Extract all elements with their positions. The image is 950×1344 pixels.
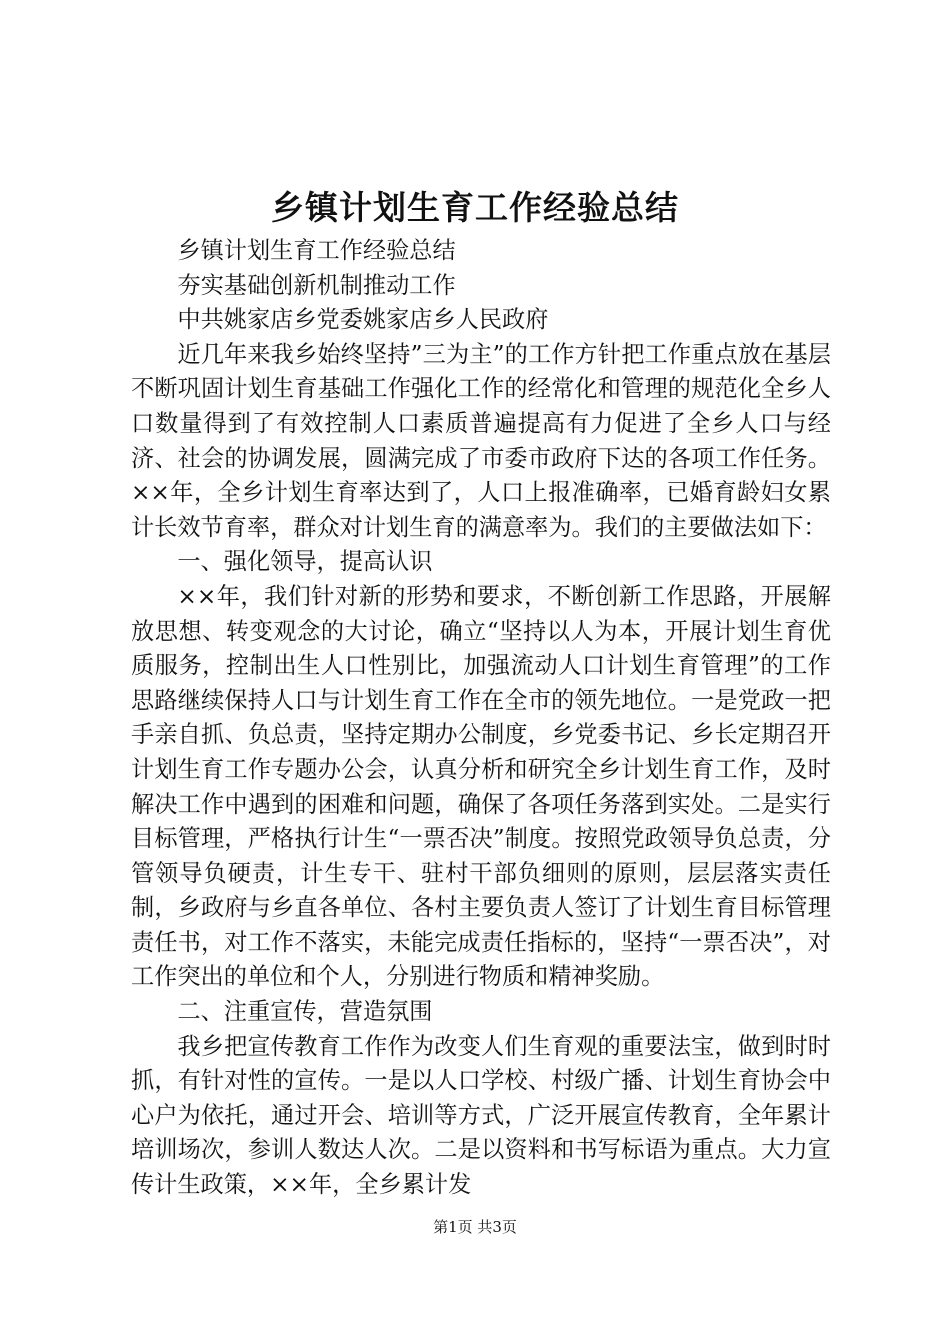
document-title: 乡镇计划生育工作经验总结 xyxy=(271,188,679,227)
paragraph-section-2: 我乡把宣传教育工作作为改变人们生育观的重要法宝，做到时时抓，有针对性的宣传。一是以人口学校、村级广播、计划生育协会中心户为依托，通过开会、培训等方式，广泛开展宣传教育，全年累计培训场次，参训人数达人次。二是以资料和书写标语为重点。大力宣传计生政策，××年，全乡累计发 xyxy=(131,1032,831,1199)
document-body xyxy=(131,234,831,1203)
paragraph-subtitle: 乡镇计划生育工作经验总结 xyxy=(177,237,456,264)
paragraph-intro: 近几年来我乡始终坚持”三为主”的工作方针把工作重点放在基层不断巩固计划生育基础工作强化工作的经常化和管理的规范化全乡人口数量得到了有效控制人口素质普遍提高有力促进了全乡人口与经济、社会的协调发展，圆满完成了市委市政府下达的各项工作任务。××年，全乡计划生育率达到了，人口上报准确率，已婚育龄妇女累计长效节育率，群众对计划生育的满意率为。我们的主要做法如下： xyxy=(131,340,831,541)
paragraph-section-1: ××年，我们针对新的形势和要求，不断创新工作思路，开展解放思想、转变观念的大讨论，确立“坚持以人为本，开展计划生育优质服务，控制出生人口性别比，加强流动人口计划生育管理”的工作思路继续保持人口与计划生育工作在全市的领先地位。一是党政一把手亲自抓、负总责，坚持定期办公制度，乡党委书记、乡长定期召开计划生育工作专题办公会，认真分析和研究全乡计划生育工作，及时解决工作中遇到的困难和问题，确保了各项任务落到实处。二是实行目标管理，严格执行计生“一票否决”制度。按照党政领导负总责，分管领导负硬责，计生专干、驻村干部负细则的原则，层层落实责任制，乡政府与乡直各单位、各村主要负责人签订了计划生育目标管理责任书，对工作不落实，未能完成责任指标的，坚持“一票否决”，对工作突出的单位和个人，分别进行物质和精神奖励。 xyxy=(131,582,831,991)
section-heading-2: 二、注重宣传，营造氛围 xyxy=(177,998,433,1026)
paragraph-theme: 夯实基础创新机制推动工作 xyxy=(177,271,456,299)
paragraph-author: 中共姚家店乡党委姚家店乡人民政府 xyxy=(177,306,549,334)
section-heading-1: 一、强化领导，提高认识 xyxy=(177,548,433,576)
page-number-footer: 第1页 共3页 xyxy=(433,1218,517,1236)
